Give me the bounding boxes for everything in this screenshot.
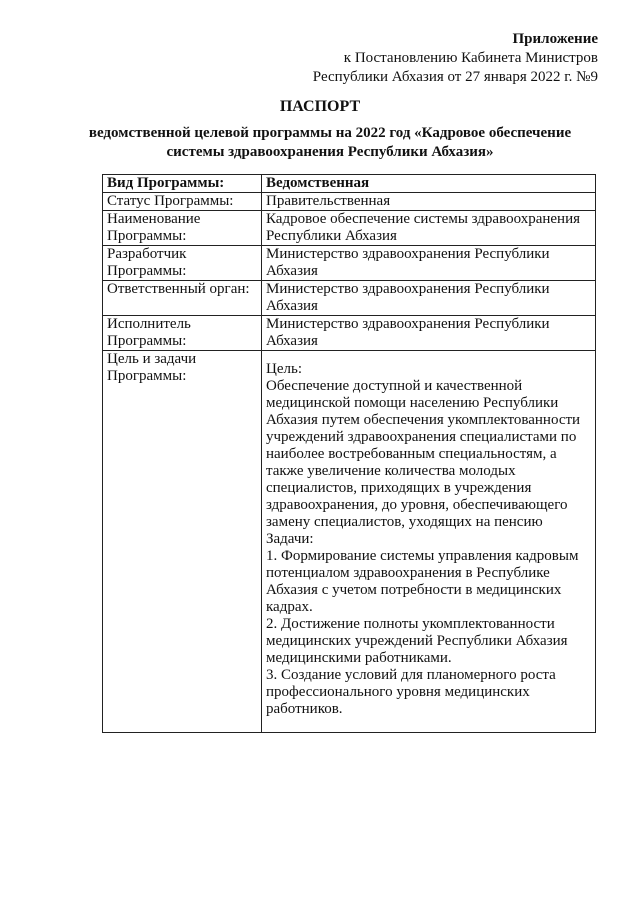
row-value: Министерство здравоохранения Республики Абхазия [262,281,596,316]
row-value: Министерство здравоохранения Республики Абхазия [262,316,596,351]
row-label: Разработчик Программы: [103,246,262,281]
passport-table [102,174,596,733]
subtitle-line-2: системы здравоохранения Республики Абхазия» [166,144,494,160]
table-row-developer [103,246,596,281]
table-row-status [103,193,596,211]
table-row-executor [103,316,596,351]
table-header-row [103,175,596,193]
appendix-header [313,30,598,87]
header-value-cell: Ведомственная [262,175,596,193]
appendix-line-2: к Постановлению Кабинета Министров [343,50,598,66]
row-label: Статус Программы: [103,193,262,211]
table-row-name [103,211,596,246]
document-subtitle [60,124,600,162]
row-label: Наименование Программы: [103,211,262,246]
table-row-goals [103,351,596,733]
row-value: Правительственная [262,193,596,211]
goals-value: Цель: Обеспечение доступной и качественной медицинской помощи населению Республики Абхазия путем обеспечения укомплектованности учреждений здравоохранения специалистами по наиболее востребованным специальностям, а также увеличение количества молодых специалистов, приходящих в учреждения здравоохранения, до уровня, обеспечивающего замену специалистов, уходящих на пенсию Задачи: 1. Формирование системы управления кадровым потенциалом здравоохранения в Республике Абхазия с учетом потребности в медицинских кадрах. 2. Достижение полноты укомплектованности медицинских учреждений Республики Абхазия медицинскими работниками. 3. Создание условий для планомерного роста профессионального уровня медицинских работников. [262,351,596,733]
appendix-line-3: Республики Абхазия от 27 января 2022 г. №9 [312,69,598,85]
row-value: Кадровое обеспечение системы здравоохранения Республики Абхазия [262,211,596,246]
header-label-cell: Вид Программы: [103,175,262,193]
row-label: Ответственный орган: [103,281,262,316]
goals-label: Цель и задачи Программы: [103,351,262,733]
row-label: Исполнитель Программы: [103,316,262,351]
appendix-title: Приложение [512,31,598,47]
subtitle-line-1: ведомственной целевой программы на 2022 год «Кадровое обеспечение [88,125,572,141]
row-value: Министерство здравоохранения Республики Абхазия [262,246,596,281]
document-title: ПАСПОРТ [279,98,361,115]
table-row-responsible [103,281,596,316]
